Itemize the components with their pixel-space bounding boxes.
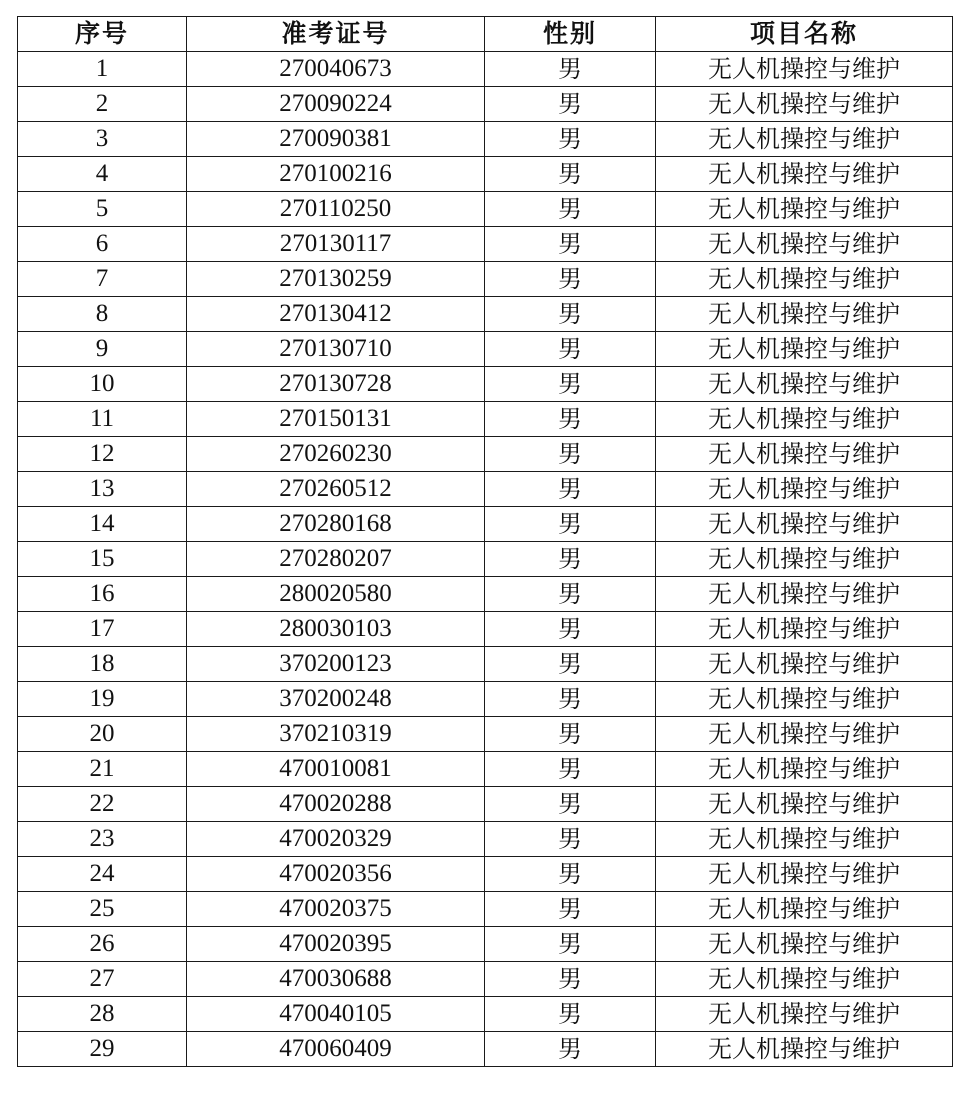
- cell-project-name: 无人机操控与维护: [656, 87, 953, 122]
- cell-exam-id: 270090381: [187, 122, 485, 157]
- table-row: [18, 857, 953, 892]
- table-row: [18, 822, 953, 857]
- table-row: [18, 472, 953, 507]
- cell-gender: 男: [485, 332, 656, 367]
- cell-exam-id: 270090224: [187, 87, 485, 122]
- cell-project-name: 无人机操控与维护: [656, 367, 953, 402]
- cell-project-name: 无人机操控与维护: [656, 717, 953, 752]
- table-row: [18, 612, 953, 647]
- cell-gender: 男: [485, 997, 656, 1032]
- cell-gender: 男: [485, 962, 656, 997]
- cell-gender: 男: [485, 682, 656, 717]
- column-header-exam-id: 准考证号: [187, 17, 485, 52]
- cell-project-name: 无人机操控与维护: [656, 612, 953, 647]
- cell-project-name: 无人机操控与维护: [656, 157, 953, 192]
- cell-exam-id: 270280207: [187, 542, 485, 577]
- cell-exam-id: 470020395: [187, 927, 485, 962]
- cell-exam-id: 270130117: [187, 227, 485, 262]
- cell-exam-id: 270040673: [187, 52, 485, 87]
- cell-project-name: 无人机操控与维护: [656, 857, 953, 892]
- cell-gender: 男: [485, 87, 656, 122]
- cell-gender: 男: [485, 822, 656, 857]
- cell-exam-id: 280020580: [187, 577, 485, 612]
- cell-seq: 11: [18, 402, 187, 437]
- cell-gender: 男: [485, 542, 656, 577]
- cell-gender: 男: [485, 577, 656, 612]
- cell-project-name: 无人机操控与维护: [656, 892, 953, 927]
- cell-project-name: 无人机操控与维护: [656, 962, 953, 997]
- cell-seq: 6: [18, 227, 187, 262]
- cell-gender: 男: [485, 857, 656, 892]
- cell-exam-id: 270130710: [187, 332, 485, 367]
- table-row: [18, 962, 953, 997]
- cell-seq: 20: [18, 717, 187, 752]
- cell-exam-id: 370200248: [187, 682, 485, 717]
- table-row: [18, 297, 953, 332]
- table-row: [18, 262, 953, 297]
- cell-project-name: 无人机操控与维护: [656, 822, 953, 857]
- cell-seq: 9: [18, 332, 187, 367]
- cell-gender: 男: [485, 752, 656, 787]
- cell-exam-id: 470020329: [187, 822, 485, 857]
- cell-project-name: 无人机操控与维护: [656, 997, 953, 1032]
- cell-gender: 男: [485, 892, 656, 927]
- cell-gender: 男: [485, 787, 656, 822]
- table-row: [18, 157, 953, 192]
- cell-seq: 18: [18, 647, 187, 682]
- cell-seq: 4: [18, 157, 187, 192]
- cell-seq: 21: [18, 752, 187, 787]
- cell-exam-id: 270280168: [187, 507, 485, 542]
- cell-project-name: 无人机操控与维护: [656, 1032, 953, 1067]
- cell-project-name: 无人机操控与维护: [656, 472, 953, 507]
- table-row: [18, 647, 953, 682]
- cell-seq: 7: [18, 262, 187, 297]
- table-row: [18, 367, 953, 402]
- cell-gender: 男: [485, 717, 656, 752]
- table-row: [18, 1032, 953, 1067]
- table-row: [18, 892, 953, 927]
- cell-exam-id: 470020375: [187, 892, 485, 927]
- cell-exam-id: 270260512: [187, 472, 485, 507]
- cell-project-name: 无人机操控与维护: [656, 52, 953, 87]
- cell-seq: 5: [18, 192, 187, 227]
- cell-project-name: 无人机操控与维护: [656, 332, 953, 367]
- table-row: [18, 752, 953, 787]
- table-row: [18, 682, 953, 717]
- table-row: [18, 402, 953, 437]
- cell-seq: 8: [18, 297, 187, 332]
- column-header-project-name: 项目名称: [656, 17, 953, 52]
- cell-exam-id: 270130728: [187, 367, 485, 402]
- cell-seq: 2: [18, 87, 187, 122]
- cell-seq: 16: [18, 577, 187, 612]
- table-row: [18, 122, 953, 157]
- cell-gender: 男: [485, 402, 656, 437]
- cell-seq: 10: [18, 367, 187, 402]
- cell-project-name: 无人机操控与维护: [656, 507, 953, 542]
- cell-seq: 15: [18, 542, 187, 577]
- cell-seq: 23: [18, 822, 187, 857]
- cell-exam-id: 270260230: [187, 437, 485, 472]
- cell-exam-id: 270130259: [187, 262, 485, 297]
- table-row: [18, 542, 953, 577]
- cell-project-name: 无人机操控与维护: [656, 122, 953, 157]
- cell-seq: 22: [18, 787, 187, 822]
- cell-project-name: 无人机操控与维护: [656, 577, 953, 612]
- cell-gender: 男: [485, 472, 656, 507]
- cell-project-name: 无人机操控与维护: [656, 437, 953, 472]
- cell-seq: 14: [18, 507, 187, 542]
- cell-gender: 男: [485, 647, 656, 682]
- cell-gender: 男: [485, 297, 656, 332]
- table-body: [18, 52, 953, 1067]
- cell-gender: 男: [485, 52, 656, 87]
- cell-gender: 男: [485, 262, 656, 297]
- cell-project-name: 无人机操控与维护: [656, 787, 953, 822]
- table-row: [18, 577, 953, 612]
- table-row: [18, 787, 953, 822]
- cell-seq: 28: [18, 997, 187, 1032]
- table-row: [18, 997, 953, 1032]
- column-header-gender: 性别: [485, 17, 656, 52]
- cell-seq: 25: [18, 892, 187, 927]
- cell-gender: 男: [485, 612, 656, 647]
- candidate-table: [17, 16, 953, 1067]
- table-row: [18, 332, 953, 367]
- table-row: [18, 927, 953, 962]
- cell-project-name: 无人机操控与维护: [656, 542, 953, 577]
- cell-gender: 男: [485, 192, 656, 227]
- table-row: [18, 717, 953, 752]
- cell-exam-id: 270100216: [187, 157, 485, 192]
- cell-project-name: 无人机操控与维护: [656, 752, 953, 787]
- cell-seq: 24: [18, 857, 187, 892]
- cell-project-name: 无人机操控与维护: [656, 647, 953, 682]
- table-row: [18, 192, 953, 227]
- table-row: [18, 437, 953, 472]
- cell-project-name: 无人机操控与维护: [656, 297, 953, 332]
- cell-gender: 男: [485, 367, 656, 402]
- cell-exam-id: 270130412: [187, 297, 485, 332]
- cell-project-name: 无人机操控与维护: [656, 192, 953, 227]
- cell-exam-id: 470040105: [187, 997, 485, 1032]
- cell-gender: 男: [485, 122, 656, 157]
- cell-seq: 27: [18, 962, 187, 997]
- cell-project-name: 无人机操控与维护: [656, 927, 953, 962]
- cell-exam-id: 470030688: [187, 962, 485, 997]
- cell-exam-id: 270110250: [187, 192, 485, 227]
- cell-exam-id: 470020288: [187, 787, 485, 822]
- cell-seq: 26: [18, 927, 187, 962]
- cell-exam-id: 270150131: [187, 402, 485, 437]
- table-row: [18, 87, 953, 122]
- table-row: [18, 52, 953, 87]
- cell-seq: 12: [18, 437, 187, 472]
- table-row: [18, 227, 953, 262]
- cell-exam-id: 470060409: [187, 1032, 485, 1067]
- cell-exam-id: 470020356: [187, 857, 485, 892]
- cell-seq: 17: [18, 612, 187, 647]
- cell-exam-id: 370210319: [187, 717, 485, 752]
- cell-seq: 3: [18, 122, 187, 157]
- cell-project-name: 无人机操控与维护: [656, 682, 953, 717]
- cell-gender: 男: [485, 437, 656, 472]
- column-header-seq: 序号: [18, 17, 187, 52]
- candidate-roster: [17, 16, 953, 1067]
- cell-exam-id: 470010081: [187, 752, 485, 787]
- cell-seq: 19: [18, 682, 187, 717]
- cell-seq: 1: [18, 52, 187, 87]
- cell-seq: 29: [18, 1032, 187, 1067]
- cell-gender: 男: [485, 927, 656, 962]
- cell-gender: 男: [485, 227, 656, 262]
- cell-exam-id: 280030103: [187, 612, 485, 647]
- cell-exam-id: 370200123: [187, 647, 485, 682]
- cell-project-name: 无人机操控与维护: [656, 402, 953, 437]
- cell-gender: 男: [485, 507, 656, 542]
- cell-project-name: 无人机操控与维护: [656, 227, 953, 262]
- cell-gender: 男: [485, 157, 656, 192]
- cell-seq: 13: [18, 472, 187, 507]
- cell-project-name: 无人机操控与维护: [656, 262, 953, 297]
- table-row: [18, 507, 953, 542]
- table-header-row: [18, 17, 953, 52]
- cell-gender: 男: [485, 1032, 656, 1067]
